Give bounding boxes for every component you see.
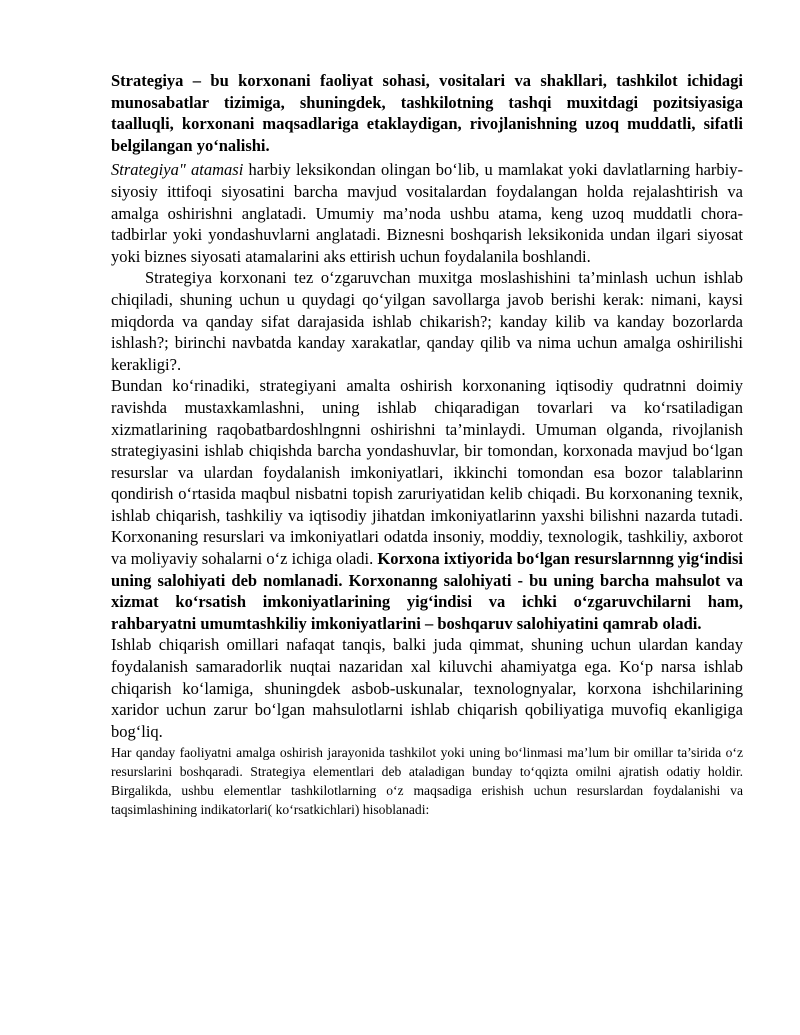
paragraph-strategy-questions: Strategiya korxonani tez o‘zgaruvchan muxitga moslashishini ta’minlash uchun ishlab chiqiladi, shuning uchun u quydagi qo‘yilgan savollarga javob berishi kerak: nimani, kaysi miqdorda va qanday sifat darajasida ishlab chikarish?; kanday kilib va kanday bozorlarda ishlash?; birinchi navbatda kanday xarakatlar, qanday qilib va nima uchun amalga oshirilishi kerakligi?. — [111, 268, 743, 374]
paragraph-production-factors: Ishlab chiqarish omillari nafaqat tanqis, balki juda qimmat, shuning uchun ulardan kanday foydalanish samaradorlik nuqtai nazaridan xal kiluvchi ahamiyatga ega. Ko‘p narsa ishlab chiqarish ko‘lamiga, shuningdek asbob-uskunalar, texnolognyalar, korxona ishchilarining xaridor uchun zarur bo‘lgan mahsulotlarni ishlab chiqarish qobiliyatiga muvofiq ekanligiga bog‘liq. — [111, 635, 743, 741]
paragraph-term-origin-text: harbiy leksikondan olingan bo‘lib, u mamlakat yoki davlatlarning harbiy-siyosiy ittifoqi siyosatini barcha mavjud vositalardan foydalangan holda rejalashtirish va amalga oshirishni anglatadi. Umumiy ma’noda ushbu atama, keng uzoq muddatli chora-tadbirlar yoki yondashuvlarni anglatadi. Biznesni boshqarish leksikonida undan ilgari siyosat yoki biznes siyosati atamalarini aks ettirish uchun foydalanila boshlandi. — [111, 160, 743, 266]
paragraph-resources — [111, 375, 743, 634]
paragraph-potential-definition: Korxona ixtiyorida bo‘lgan resurslarnnng yig‘indisi uning salohiyati deb nomlanadi. Korxonanng salohiyati - bu uning barcha mahsulot va xizmat ko‘rsatish imkoniyatlarining yig‘indisi va ichki o‘zgaruvchilarni ham, rahbaryatni umumtashkiliy imkoniyatlarini – boshqaruv salohiyatini qamrab oladi. — [111, 549, 744, 633]
strategy-definition: Strategiya – bu korxonani faoliyat sohasi, vositalari va shakllari, tashkilot ichidagi munosabatlar tizimiga, shuningdek, tashkilotning tashqi muxitdagi pozitsiyasiga taalluqli, korxonani maqsadlariga etaklaydigan, rivojlanishning uzoq muddatli, sifatli belgilangan yo‘nalishi. — [111, 71, 743, 155]
paragraph-term-origin — [111, 159, 743, 267]
paragraph-strategy-elements: Har qanday faoliyatni amalga oshirish jarayonida tashkilot yoki uning bo‘linmasi ma’lum bir omillar ta’sirida o‘z resurslarini boshqaradi. Strategiya elementlari deb ataladigan bunday to‘qqizta omilni ajratish odatiy holdir. Birgalikda, ushbu elementlar tashkilotlarning o‘z maqsadiga erishish uchun resurslardan foydalanishi va taqsimlashining indikatorlari( ko‘rsatkichlari) hisoblanadi: — [111, 745, 743, 817]
document-body — [111, 70, 743, 819]
paragraph-resources-text: Bundan ko‘rinadiki, strategiyani amalta oshirish korxonaning iqtisodiy qudratnni doimiy ravishda mustaxkamlashni, uning ishlab chiqaradigan tovarlari va ko‘rsatiladigan xizmatlarining raqobatbardoshlngnni oshirishni ta’minlaydi. Umuman olganda, rivojlanish strategiyasini ishlab chiqishda barcha yondashuvlar, bir tomondan, korxonada mavjud bo‘lgan resurslar va ulardan foydalanish imkoniyatlari, ikkinchi tomondan esa bozor talablarinn qondirish o‘rtasida maqbul nisbatni topish zaruriyatidan kelib chiqadi. Bu korxonaning texnik, ishlab chiqarish, tashkiliy va iqtisodiy jihatdan imkoniyatlarinn yaxshi bilishni nazarda tutadi. Korxonaning resurslari va imkoniyatlari odatda insoniy, moddiy, texnologik, tashkiliy, axborot va moliyaviy sohalarni o‘z ichiga oladi. — [111, 376, 743, 569]
term-strategiya: Strategiya" atamasi — [111, 160, 244, 180]
